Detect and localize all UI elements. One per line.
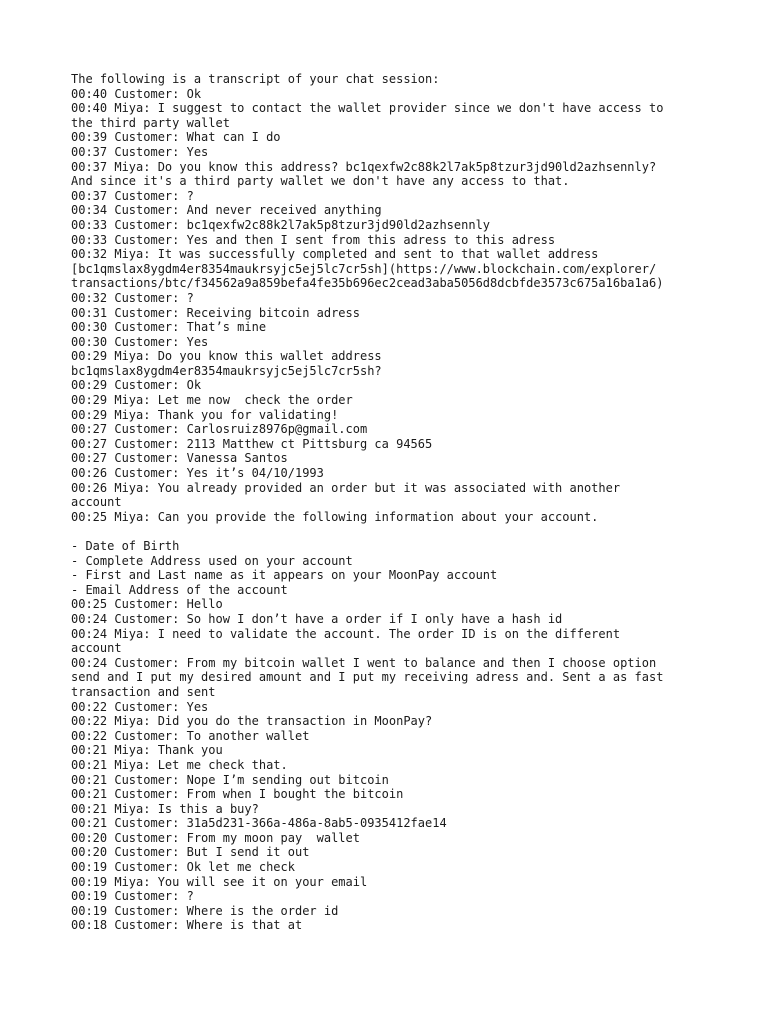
transcript-line: transactions/btc/f34562a9a859befa4fe35b696ec2cead3aba5056d8dcbfde3573c675a16ba1a6) [71,276,664,291]
transcript-line: 00:33 Customer: Yes and then I sent from this adress to this adress [71,232,556,247]
transcript-line: bc1qmslax8ygdm4er8354maukrsyjc5ej5lc7cr5sh? [71,363,382,378]
transcript-line: 00:21 Customer: From when I bought the bitcoin [71,787,404,802]
transcript-line: 00:26 Miya: You already provided an order but it was associated with another [71,480,621,495]
transcript-line: 00:39 Customer: What can I do [71,130,281,145]
transcript-line: 00:21 Customer: Nope I’m sending out bitcoin [71,772,389,787]
transcript-line: 00:25 Miya: Can you provide the following information about your account. [71,509,599,524]
transcript-line: [bc1qmslax8ygdm4er8354maukrsyjc5ej5lc7cr5sh](https://www.blockchain.com/explorer/ [71,261,657,276]
transcript-line: 00:29 Customer: Ok [71,378,202,393]
transcript-line: the third party wallet [71,115,230,130]
transcript-line: account [71,495,122,510]
transcript-line: 00:22 Customer: To another wallet [71,728,310,743]
transcript-line: 00:37 Customer: ? [71,188,194,203]
transcript-line: 00:34 Customer: And never received anything [71,203,382,218]
transcript-line: 00:31 Customer: Receiving bitcoin adress [71,305,360,320]
transcript-heading: The following is a transcript of your chat session: [71,72,440,86]
transcript-line: 00:24 Customer: From my bitcoin wallet I went to balance and then I choose option [71,655,657,670]
transcript-line: 00:21 Customer: 31a5d231-366a-486a-8ab5-0935412fae14 [71,816,447,831]
transcript-line: - Complete Address used on your account [71,553,353,568]
transcript-line: 00:37 Miya: Do you know this address? bc1qexfw2c88k2l7ak5p8tzur3jd90ld2azhsennly? [71,159,657,174]
transcript-line: - Email Address of the account [71,582,288,597]
transcript-line: - Date of Birth [71,539,180,553]
transcript-line: 00:29 Miya: Thank you for validating! [71,407,339,422]
transcript-line: - First and Last name as it appears on your MoonPay account [71,568,498,583]
transcript-line: 00:40 Miya: I suggest to contact the wallet provider since we don't have access to [71,101,664,116]
transcript-line: 00:21 Miya: Let me check that. [71,757,288,772]
transcript-line: 00:18 Customer: Where is that at [71,918,303,933]
transcript-line: 00:25 Customer: Hello [71,597,223,612]
transcript-line: transaction and sent [71,684,216,699]
transcript-line: 00:21 Miya: Thank you [71,743,223,758]
transcript-line: 00:37 Customer: Yes [71,144,209,159]
transcript-line: 00:24 Customer: So how I don’t have a order if I only have a hash id [71,611,563,626]
transcript-line: 00:30 Customer: That’s mine [71,320,267,335]
transcript-line: 00:27 Customer: Carlosruiz8976p@gmail.com [71,422,368,437]
transcript-line: 00:32 Miya: It was successfully completed and sent to that wallet address [71,247,599,262]
transcript-line: 00:27 Customer: 2113 Matthew ct Pittsburg ca 94565 [71,436,433,451]
transcript-line: 00:27 Customer: Vanessa Santos [71,451,288,466]
transcript-line: 00:21 Miya: Is this a buy? [71,801,259,816]
transcript-line: 00:40 Customer: Ok [71,86,202,101]
transcript-line: send and I put my desired amount and I put my receiving adress and. Sent a as fast [71,670,664,685]
transcript-line: 00:19 Customer: Where is the order id [71,903,339,918]
transcript-line [71,524,701,539]
transcript-line: 00:24 Miya: I need to validate the account. The order ID is on the different [71,626,621,641]
transcript-line: 00:19 Customer: ? [71,889,194,904]
transcript-line: 00:26 Customer: Yes it’s 04/10/1993 [71,466,324,481]
transcript-line: 00:33 Customer: bc1qexfw2c88k2l7ak5p8tzur3jd90ld2azhsennly [71,217,491,232]
transcript-line: 00:29 Miya: Do you know this wallet address [71,349,382,364]
transcript-line: 00:22 Customer: Yes [71,699,209,714]
transcript-line: 00:20 Customer: From my moon pay wallet [71,830,360,845]
transcript-line: 00:19 Customer: Ok let me check [71,860,295,875]
transcript-line: 00:32 Customer: ? [71,290,194,305]
transcript-line: 00:20 Customer: But I send it out [71,845,310,860]
transcript-line: 00:19 Miya: You will see it on your email [71,874,368,889]
chat-transcript [71,72,701,933]
transcript-line: 00:29 Miya: Let me now check the order [71,393,353,408]
transcript-line: 00:30 Customer: Yes [71,334,209,349]
transcript-line: 00:22 Miya: Did you do the transaction in MoonPay? [71,714,433,729]
transcript-line: account [71,641,122,656]
transcript-line: And since it's a third party wallet we don't have any access to that. [71,174,570,189]
